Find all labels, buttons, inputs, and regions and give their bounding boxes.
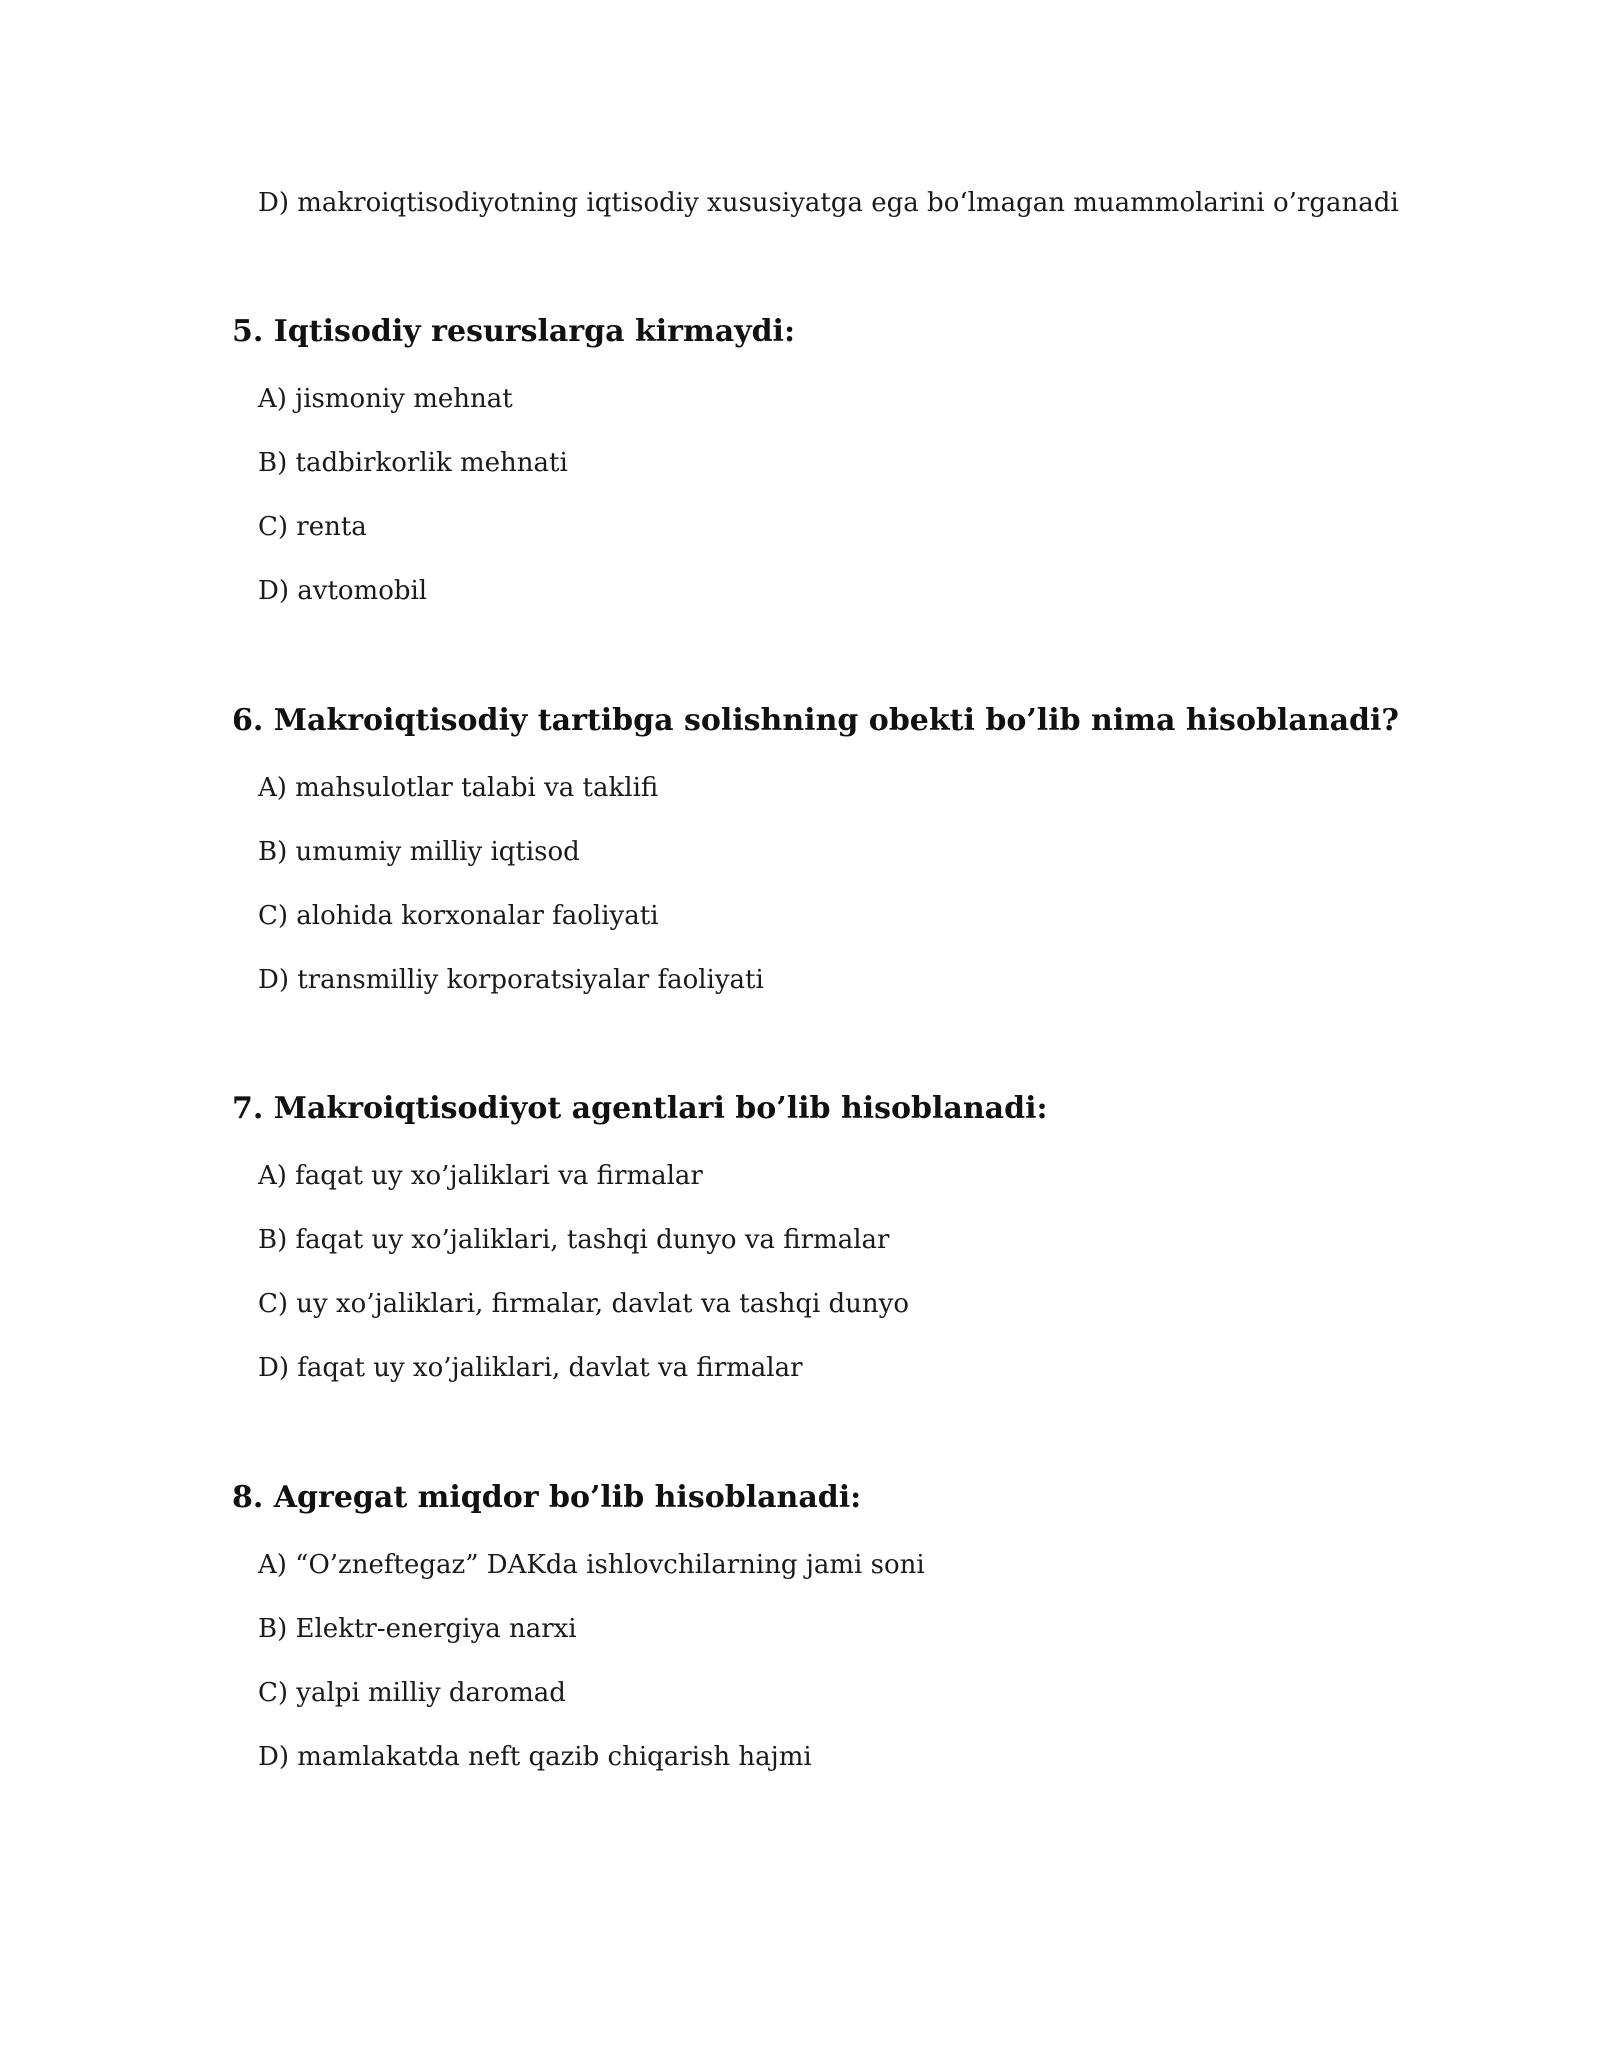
question-8-option-d: D) mamlakatda neft qazib chiqarish hajmi: [258, 1742, 812, 1772]
question-5-option-c: C) renta: [258, 512, 367, 542]
question-8-option-a: A) “O’zneftegaz” DAKda ishlovchilarning jami soni: [258, 1550, 925, 1580]
question-6-option-a: A) mahsulotlar talabi va taklifi: [258, 773, 659, 803]
option-prev-d: D) makroiqtisodiyotning iqtisodiy xususiyatga ega bo‘lmagan muammolarini o’rganadi: [258, 188, 1399, 218]
question-5-option-d: D) avtomobil: [258, 576, 428, 606]
question-7-option-d: D) faqat uy xo’jaliklari, davlat va firmalar: [258, 1353, 803, 1383]
question-6-option-c: C) alohida korxonalar faoliyati: [258, 901, 659, 931]
question-8-option-c: C) yalpi milliy daromad: [258, 1678, 566, 1708]
question-6-option-d: D) transmilliy korporatsiyalar faoliyati: [258, 965, 764, 995]
question-7-option-a: A) faqat uy xo’jaliklari va firmalar: [258, 1161, 703, 1191]
question-8-title: 8. Agregat miqdor bo’lib hisoblanadi:: [232, 1480, 862, 1515]
question-7-option-c: C) uy xo’jaliklari, firmalar, davlat va tashqi dunyo: [258, 1289, 910, 1319]
question-7-option-b: B) faqat uy xo’jaliklari, tashqi dunyo va firmalar: [258, 1225, 890, 1255]
question-5-option-a: A) jismoniy mehnat: [258, 384, 513, 414]
question-6-title: 6. Makroiqtisodiy tartibga solishning obekti bo’lib nima hisoblanadi?: [232, 703, 1399, 738]
question-5-option-b: B) tadbirkorlik mehnati: [258, 448, 568, 478]
question-7-title: 7. Makroiqtisodiyot agentlari bo’lib hisoblanadi:: [232, 1091, 1048, 1126]
question-5-title: 5. Iqtisodiy resurslarga kirmaydi:: [232, 314, 796, 349]
question-8-option-b: B) Elektr-energiya narxi: [258, 1614, 577, 1644]
question-6-option-b: B) umumiy milliy iqtisod: [258, 837, 580, 867]
